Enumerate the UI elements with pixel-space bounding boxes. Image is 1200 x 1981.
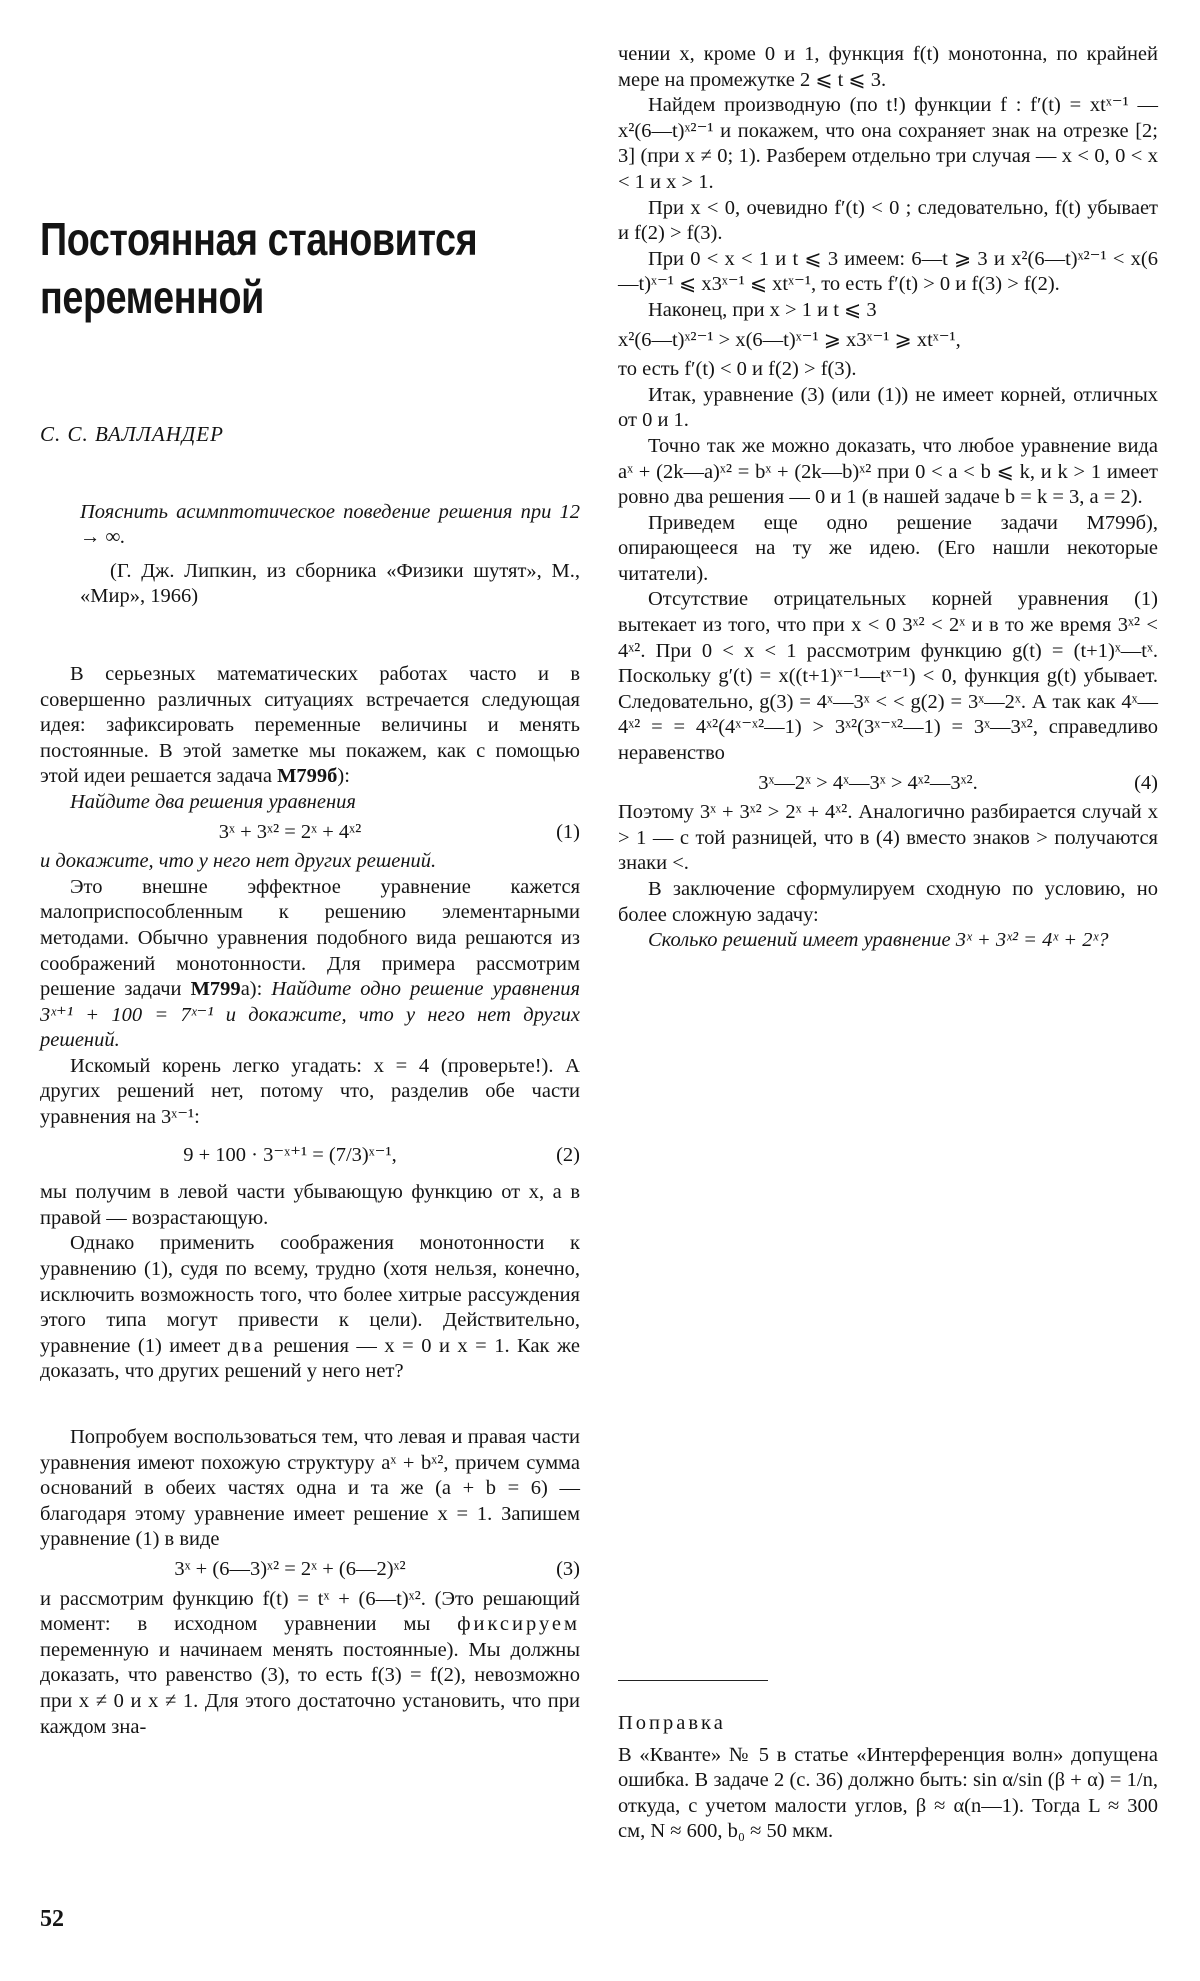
paragraph: то есть f′(t) < 0 и f(2) > f(3). [618, 358, 857, 381]
equation-4: 3ˣ—2ˣ > 4ˣ—3ˣ > 4ˣ²—3ˣ². (4) [618, 771, 1158, 797]
page-number: 52 [40, 1906, 64, 1932]
paragraph: Попробуем воспользоваться тем, что левая и правая части уравнения имеют похожую структуру aˣ + bˣ², причем сумма оснований в обеих частях одна и та же (a + b = 6) — благодаря этому уравнение имеет решение x = 1. Запишем уравнение (1) в виде [40, 1426, 580, 1551]
paragraph: Приведем еще одно решение задачи М799б), опирающееся на ту же идею. (Его нашли некоторые читатели). [618, 511, 1158, 585]
left-column [40, 210, 580, 1740]
paragraph: В серьезных математических работах часто и в совершенно различных ситуациях встречается следующая идея: зафиксировать переменные величины и менять постоянные. В этой заметке мы покажем, как с помощью этой идеи решается задача М799б): [40, 662, 580, 788]
equation-number: (3) [556, 1557, 580, 1580]
equation-number: (4) [1134, 771, 1158, 794]
epigraph-source: (Г. Дж. Липкин, из сборника «Физики шутят», М., «Мир», 1966) [80, 559, 580, 608]
paragraph: Итак, уравнение (3) (или (1)) не имеет корней, отличных от 0 и 1. [618, 383, 1158, 432]
paragraph: и рассмотрим функцию f(t) = tˣ + (6—t)ˣ². (Это решающий момент: в исходном уравнении мы фиксируем переменную и начинаем менять постоянные). Мы должны доказать, что равенство (3), то есть f(3) = f(2), невозможно при x ≠ 0 и x ≠ 1. Для этого достаточно установить, что при каждом зна- [40, 1587, 580, 1738]
inequality: x²(6—t)ˣ²⁻¹ > x(6—t)ˣ⁻¹ ⩾ x3ˣ⁻¹ ⩾ xtˣ⁻¹, [618, 328, 961, 351]
task-number: М799б [277, 765, 338, 788]
task-intro: Найдите два решения уравнения [70, 790, 356, 813]
paragraph: При 0 < x < 1 и t ⩽ 3 имеем: 6—t ⩾ 3 и x²(6—t)ˣ²⁻¹ < x(6—t)ˣ⁻¹ ⩽ x3ˣ⁻¹ ⩽ xtˣ⁻¹, то есть f′(t) > 0 и f(3) > f(2). [618, 247, 1158, 296]
task-end: и докажите, что у него нет других решений. [40, 850, 437, 873]
equation-3: 3ˣ + (6—3)ˣ² = 2ˣ + (6—2)ˣ² (3) [40, 1557, 580, 1583]
equation-1: 3ˣ + 3ˣ² = 2ˣ + 4ˣ² (1) [40, 820, 580, 846]
epigraph-text: Пояснить асимптотическое поведение решения при 12 → ∞. [80, 500, 580, 549]
equation-2: 9 + 100 · 3⁻ˣ⁺¹ = (7/3)ˣ⁻¹, (2) [40, 1143, 580, 1169]
paragraph: Искомый корень легко угадать: x = 4 (проверьте!). А других решений нет, потому что, разделив обе части уравнения на 3ˣ⁻¹: [40, 1054, 580, 1129]
correction-text: В «Кванте» № 5 в статье «Интерференция волн» допущена ошибка. В задаче 2 (с. 36) должно быть: sin α/sin (β + α) = 1/n, откуда, с учетом малости углов, β ≈ α(n—1). Тогда L ≈ 300 см, N ≈ 600, b₀ ≈ 50 мкм. [618, 1743, 1158, 1843]
task-number: М799 [190, 978, 241, 1001]
paragraph: Наконец, при x > 1 и t ⩽ 3 [648, 298, 877, 321]
paragraph: Отсутствие отрицательных корней уравнения (1) вытекает из того, что при x < 0 3ˣ² < 2ˣ и в то же время 3ˣ² < 4ˣ². При 0 < x < 1 рассмотрим функцию g(t) = (t+1)ˣ—tˣ. Поскольку g′(t) = x((t+1)ˣ⁻¹—tˣ⁻¹) < 0, функция g(t) убывает. Следовательно, g(3) = 4ˣ—3ˣ < < g(2) = 3ˣ—2ˣ. А так как 4ˣ—4ˣ² = = 4ˣ²(4ˣ⁻ˣ²—1) > 3ˣ²(3ˣ⁻ˣ²—1) = 3ˣ—3ˣ², справедливо неравенство [618, 588, 1158, 765]
paragraph: чении x, кроме 0 и 1, функция f(t) монотонна, по крайней мере на промежутке 2 ⩽ t ⩽ 3. [618, 43, 1158, 91]
paragraph: мы получим в левой части убывающую функцию от x, а в правой — возрастающую. [40, 1181, 580, 1229]
equation-number: (1) [556, 820, 580, 843]
paragraph: При x < 0, очевидно f′(t) < 0 ; следовательно, f(t) убывает и f(2) > f(3). [618, 196, 1158, 245]
paragraph: Это внешне эффектное уравнение кажется малоприспособленным к решению элементарными методами. Обычно уравнения подобного вида решаются из соображений монотонности. Для примера рассмотрим решение задачи М799а): Найдите одно решение уравнения 3ˣ⁺¹ + 100 = 7ˣ⁻¹ и докажите, что у него нет других решений. [40, 875, 581, 1052]
paragraph: Точно так же можно доказать, что любое уравнение вида aˣ + (2k—a)ˣ² = bˣ + (2k—b)ˣ² при 0 < a < b ⩽ k, и k > 1 имеет ровно два решения — 0 и 1 (в нашей задаче b = k = 3, a = 2). [618, 434, 1158, 509]
divider [618, 1680, 768, 1681]
final-problem: Сколько решений имеет уравнение 3ˣ + 3ˣ² = 4ˣ + 2ˣ? [648, 929, 1109, 952]
equation-number: (2) [556, 1143, 580, 1166]
right-column [618, 42, 1158, 954]
correction-heading: Поправка [618, 1712, 726, 1734]
paragraph: Найдем производную (по t!) функции f : f′(t) = xtˣ⁻¹ — x²(6—t)ˣ²⁻¹ и покажем, что она сохраняет знак на отрезке [2; 3] (при x ≠ 0; 1). Разберем отдельно три случая — x < 0, 0 < x < 1 и x > 1. [618, 94, 1158, 193]
author: С. С. ВАЛЛАНДЕР [40, 422, 224, 446]
epigraph [80, 500, 580, 610]
correction-notice [618, 1680, 1158, 1845]
paragraph: Поэтому 3ˣ + 3ˣ² > 2ˣ + 4ˣ². Аналогично разбирается случай x > 1 — с той разницей, что в (4) вместо знаков > получаются знаки <. [618, 801, 1158, 875]
paragraph: В заключение сформулируем сходную по условию, но более сложную задачу: [618, 878, 1158, 926]
article-title: Постоянная становится переменной [40, 213, 478, 323]
paragraph: Однако применить соображения монотонности к уравнению (1), судя по всему, трудно (хотя нельзя, конечно, исключить возможность того, что более хитрые рассуждения этого типа могут привести к цели). Действительно, уравнение (1) имеет два решения — x = 0 и x = 1. Как же доказать, что других решений у него нет? [40, 1232, 581, 1383]
